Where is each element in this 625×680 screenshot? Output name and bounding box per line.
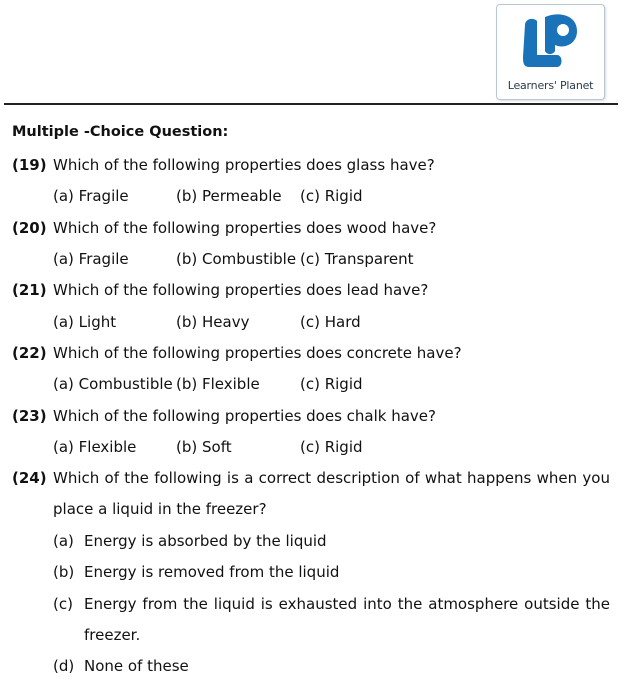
question-text-continued: place a liquid in the freezer? [53,500,267,518]
lp-logo-mark-icon [515,11,585,77]
question-text: Which of the following properties does concrete have? [53,344,462,362]
option-c: (c) Hard [300,313,361,331]
option-text: None of these [84,657,189,675]
header-divider [4,103,618,105]
option-a: (a) Combustible [53,375,173,393]
option-letter: (b) [53,563,75,581]
option-letter: (d) [53,657,75,675]
question-number: (22) [12,344,47,362]
option-b: (b) Permeable [176,187,282,205]
option-text-continued: freezer. [84,626,141,644]
option-c: (c) Rigid [300,187,363,205]
option-text: Energy from the liquid is exhausted into the atmosphere outside the [84,595,610,613]
option-text: Energy is removed from the liquid [84,563,340,581]
question-text: Which of the following properties does chalk have? [53,407,436,425]
option-letter: (a) [53,532,74,550]
option-c: (c) Rigid [300,438,363,456]
option-b: (b) Heavy [176,313,250,331]
question-text: Which of the following properties does glass have? [53,156,435,174]
option-b: (b) Soft [176,438,232,456]
question-number: (19) [12,156,47,174]
section-heading: Multiple -Choice Question: [12,124,229,140]
question-text: Which of the following is a correct description of what happens when you [53,469,610,487]
option-a: (a) Fragile [53,250,129,268]
learners-planet-logo [496,4,605,100]
question-text: Which of the following properties does wood have? [53,219,437,237]
option-letter: (c) [53,595,73,613]
option-a: (a) Flexible [53,438,137,456]
option-c: (c) Rigid [300,375,363,393]
option-a: (a) Light [53,313,117,331]
question-text: Which of the following properties does lead have? [53,281,429,299]
question-number: (23) [12,407,47,425]
option-a: (a) Fragile [53,187,129,205]
option-text: Energy is absorbed by the liquid [84,532,327,550]
logo-brand-text: Learners' Planet [507,79,594,92]
option-b: (b) Flexible [176,375,260,393]
option-b: (b) Combustible [176,250,297,268]
question-number: (20) [12,219,47,237]
question-number: (21) [12,281,47,299]
option-c: (c) Transparent [300,250,414,268]
question-number: (24) [12,469,47,487]
